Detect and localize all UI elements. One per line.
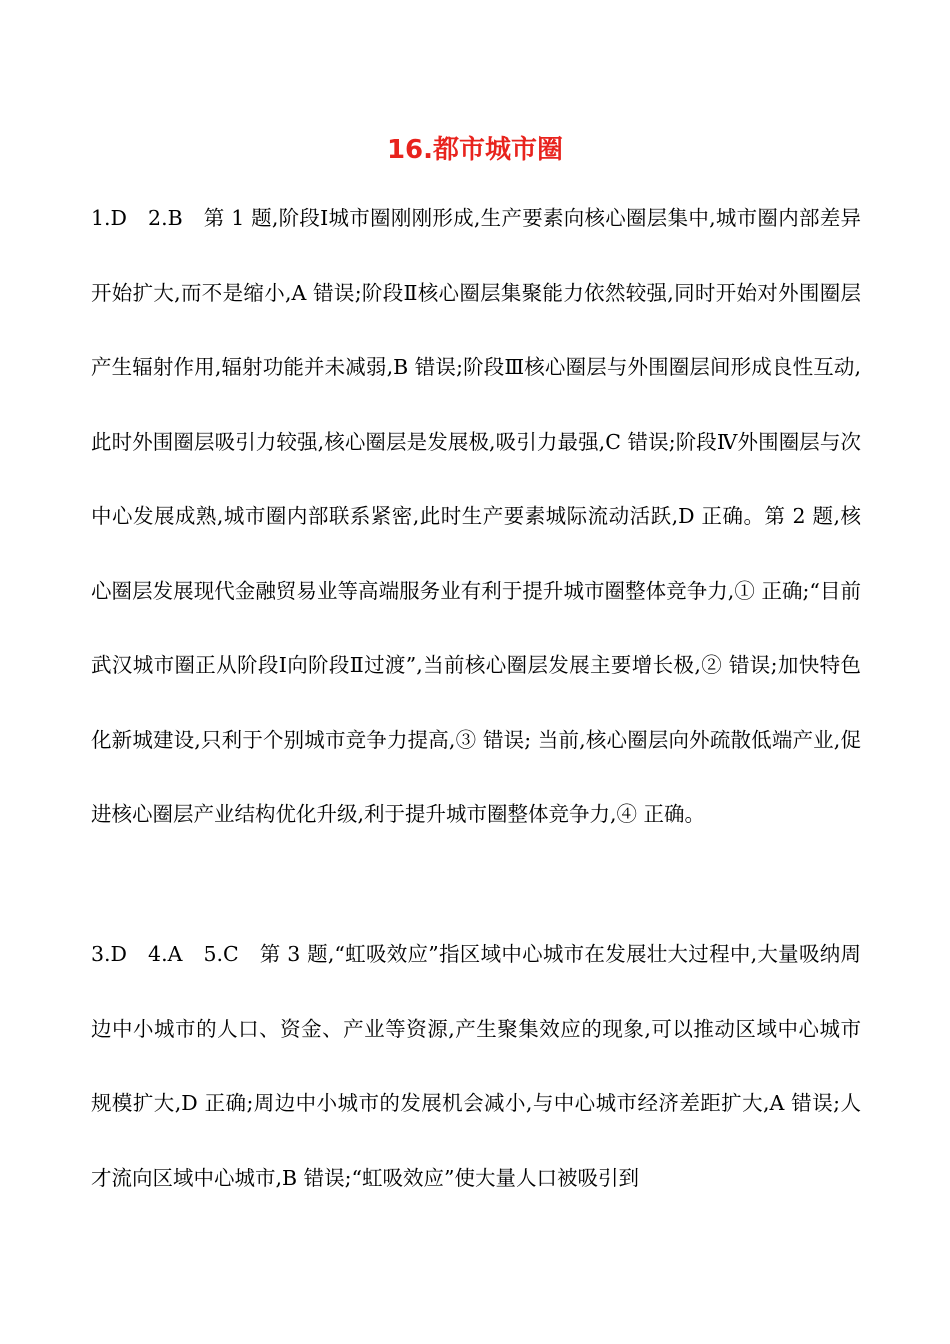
answer-paragraph-1: 1.D 2.B 第 1 题,阶段Ⅰ城市圈刚刚形成,生产要素向核心圈层集中,城市圈内部差异开始扩大,而不是缩小,A 错误;阶段Ⅱ核心圈层集聚能力依然较强,同时开始对外围圈层产生辐射作用,辐射功能并未减弱,B 错误;阶段Ⅲ核心圈层与外围圈层间形成良性互动,此时外围圈层吸引力较强,核心圈层是发展极,吸引力最强,C 错误;阶段Ⅳ外围圈层与次中心发展成熟,城市圈内部联系紧密,此时生产要素城际流动活跃,D 正确。第 2 题,核心圈层发展现代金融贸易业等高端服务业有利于提升城市圈整体竞争力,① 正确;“目前武汉城市圈正从阶段Ⅰ向阶段Ⅱ过渡”,当前核心圈层发展主要增长极,② 错误;加快特色化新城建设,只利于个别城市竞争力提高,③ 错误; 当前,核心圈层向外疏散低端产业,促进核心圈层产业结构优化升级,利于提升城市圈整体竞争力,④ 正确。 (91, 206, 861, 826)
page-title: 16.都市城市圈 (386, 135, 564, 165)
answer-paragraph-2: 3.D 4.A 5.C 第 3 题,“虹吸效应”指区域中心城市在发展壮大过程中,大量吸纳周边中小城市的人口、资金、产业等资源,产生聚集效应的现象,可以推动区域中心城市规模扩大,D 正确;周边中小城市的发展机会减小,与中心城市经济差距扩大,A 错误;人才流向区域中心城市,B 错误;“虹吸效应”使大量人口被吸引到 (91, 942, 861, 1190)
